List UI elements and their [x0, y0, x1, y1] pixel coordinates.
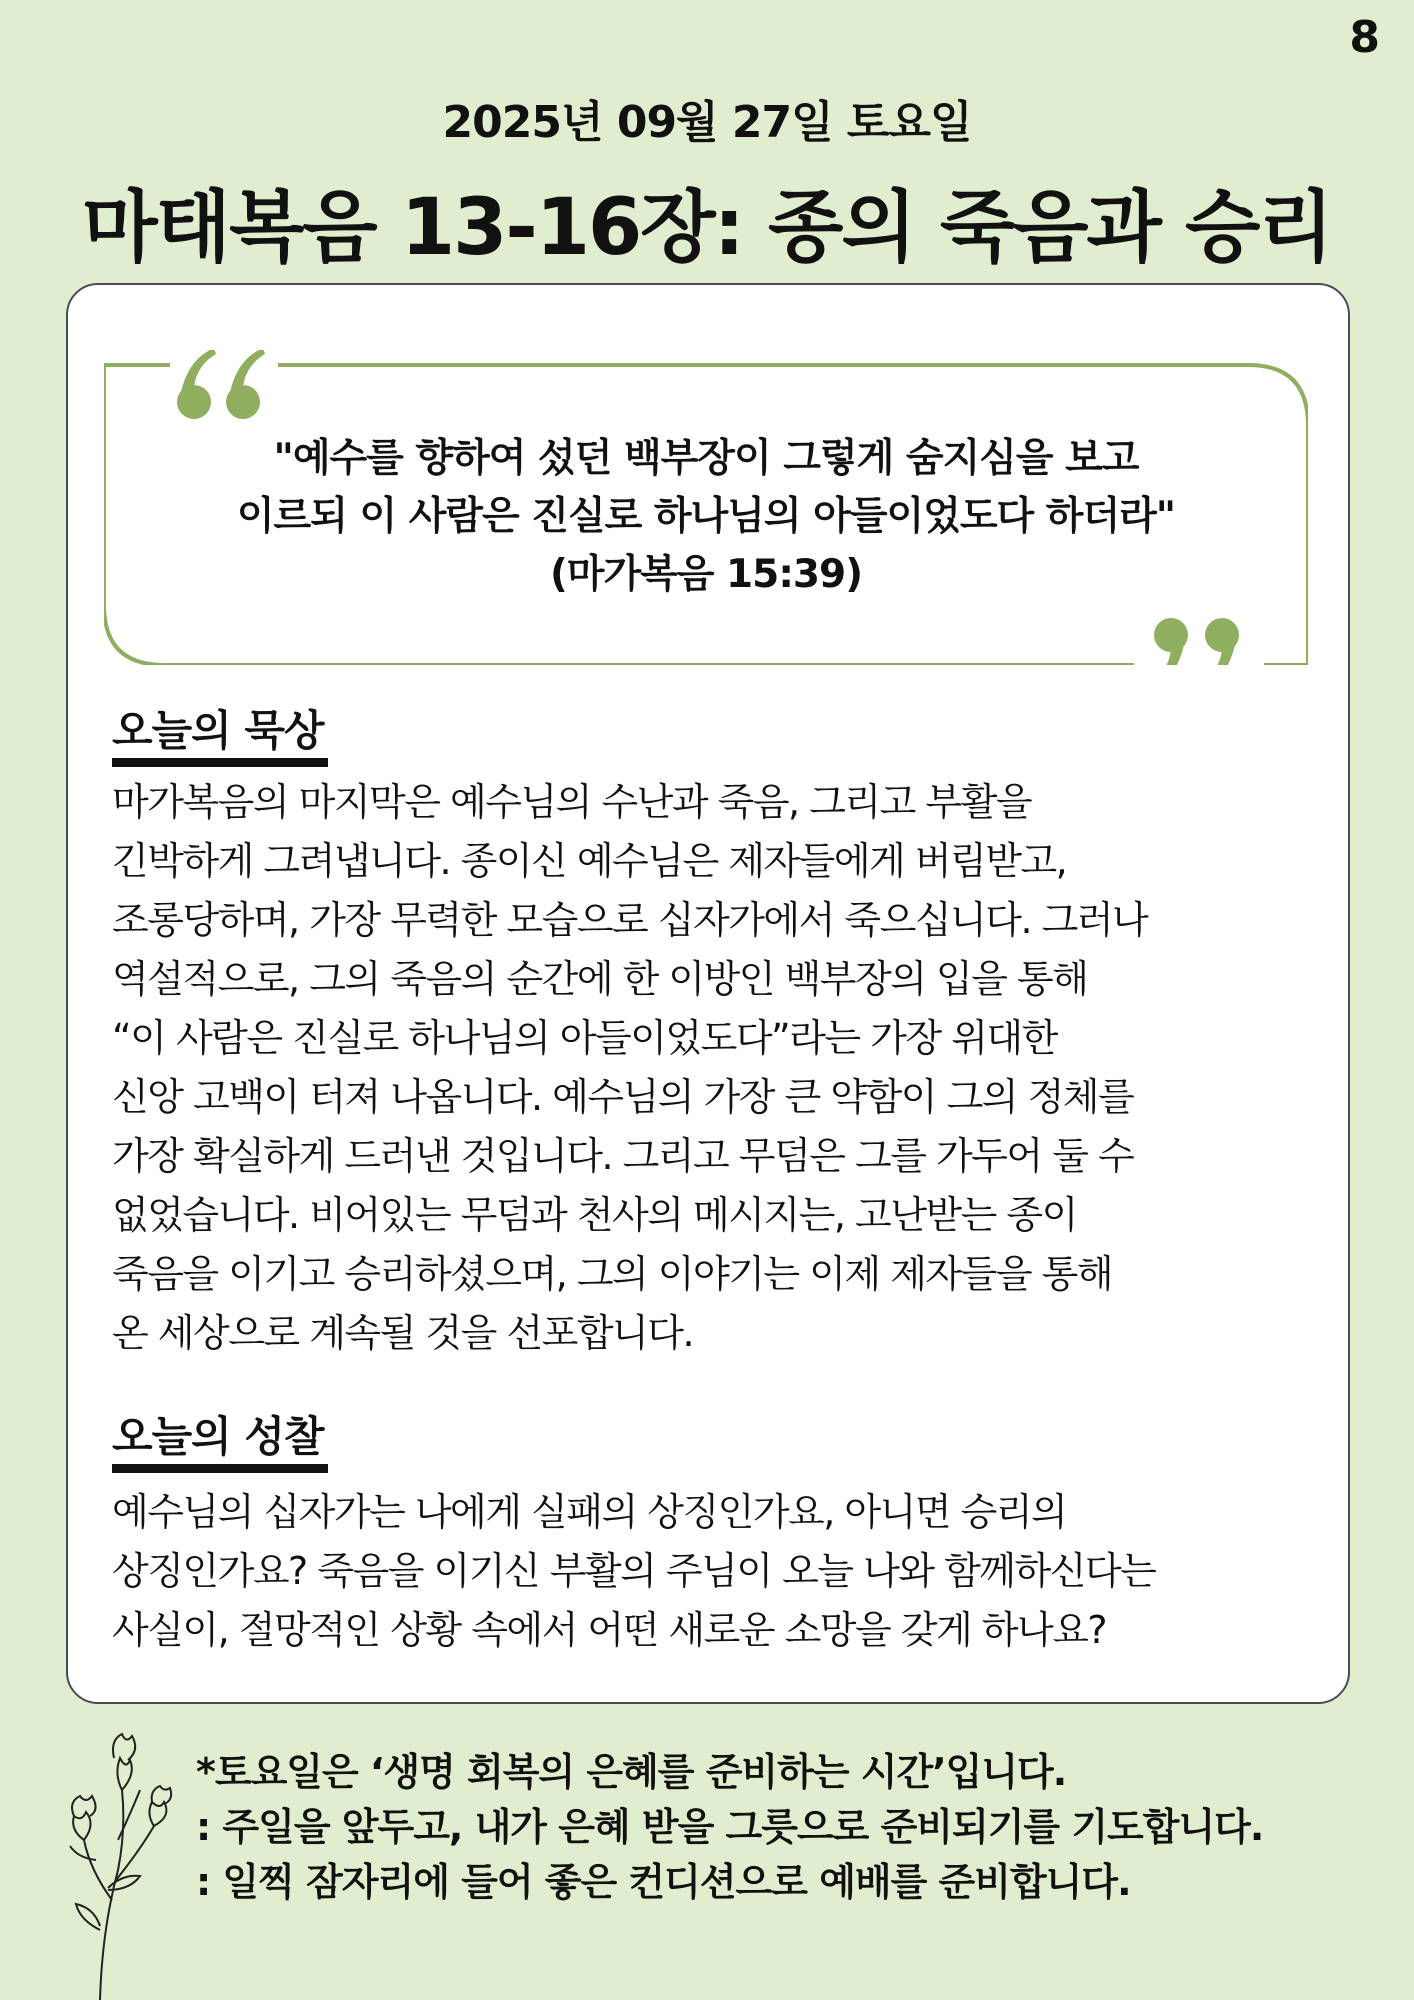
meditation-line: 마가복음의 마지막은 예수님의 수난과 죽음, 그리고 부활을: [112, 780, 1032, 824]
meditation-line: 조롱당하며, 가장 무력한 모습으로 십자가에서 죽으십니다. 그러나: [112, 898, 1148, 942]
date-line: 2025년 09월 27일 토요일: [442, 97, 972, 148]
meditation-line: “이 사람은 진실로 하나님의 아들이었도다”라는 가장 위대한: [112, 1016, 1057, 1060]
meditation-line: 긴박하게 그려냅니다. 종이신 예수님은 제자들에게 버림받고,: [112, 839, 1067, 883]
quote-line: 이르되 이 사람은 진실로 하나님의 아들이었도다 하더라": [236, 494, 1176, 539]
reflection-line: 예수님의 십자가는 나에게 실패의 상징인가요, 아니면 승리의: [112, 1490, 1067, 1534]
saturday-guidance: [196, 1745, 1263, 1910]
meditation-line: 온 세상으로 계속될 것을 선포합니다.: [112, 1311, 694, 1355]
page-title: 마태복음 13-16장: 종의 죽음과 승리: [82, 183, 1332, 273]
scripture-quote: [104, 430, 1308, 604]
reflection-text: [112, 1483, 1332, 1660]
guidance-line: *토요일은 ‘생명 회복의 은혜를 준비하는 시간’입니다.: [196, 1750, 1067, 1794]
flower-illustration-icon: [60, 1730, 190, 2000]
reflection-line: 상징인가요? 죽음을 이기신 부활의 주님이 오늘 나와 함께하신다는: [112, 1549, 1156, 1593]
guidance-line: : 일찍 잠자리에 들어 좋은 컨디션으로 예배를 준비합니다.: [196, 1860, 1131, 1904]
meditation-line: 없었습니다. 비어있는 무덤과 천사의 메시지는, 고난받는 종이: [112, 1193, 1077, 1237]
open-quote-icon: [177, 350, 265, 419]
close-quote-icon: [1149, 618, 1239, 665]
meditation-heading: 오늘의 묵상: [112, 706, 324, 755]
meditation-line: 죽음을 이기고 승리하셨으며, 그의 이야기는 이제 제자들을 통해: [112, 1252, 1113, 1296]
quote-reference: (마가복음 15:39): [549, 552, 863, 597]
guidance-line: : 주일을 앞두고, 내가 은혜 받을 그릇으로 준비되기를 기도합니다.: [196, 1805, 1264, 1849]
quote-line: "예수를 향하여 섰던 백부장이 그렇게 숨지심을 보고: [273, 436, 1139, 481]
meditation-text: [112, 773, 1332, 1363]
reflection-heading: 오늘의 성찰: [112, 1412, 324, 1461]
devotional-card: [66, 283, 1350, 1704]
page-number: 8: [1349, 12, 1380, 63]
meditation-line: 역설적으로, 그의 죽음의 순간에 한 이방인 백부장의 입을 통해: [112, 957, 1088, 1001]
reflection-heading-underline: [112, 1464, 328, 1473]
meditation-line: 가장 확실하게 드러낸 것입니다. 그리고 무덤은 그를 가두어 둘 수: [112, 1134, 1134, 1178]
reflection-line: 사실이, 절망적인 상황 속에서 어떤 새로운 소망을 갖게 하나요?: [112, 1608, 1107, 1652]
meditation-line: 신앙 고백이 터져 나옵니다. 예수님의 가장 큰 약함이 그의 정체를: [112, 1075, 1134, 1119]
meditation-heading-underline: [112, 758, 328, 767]
